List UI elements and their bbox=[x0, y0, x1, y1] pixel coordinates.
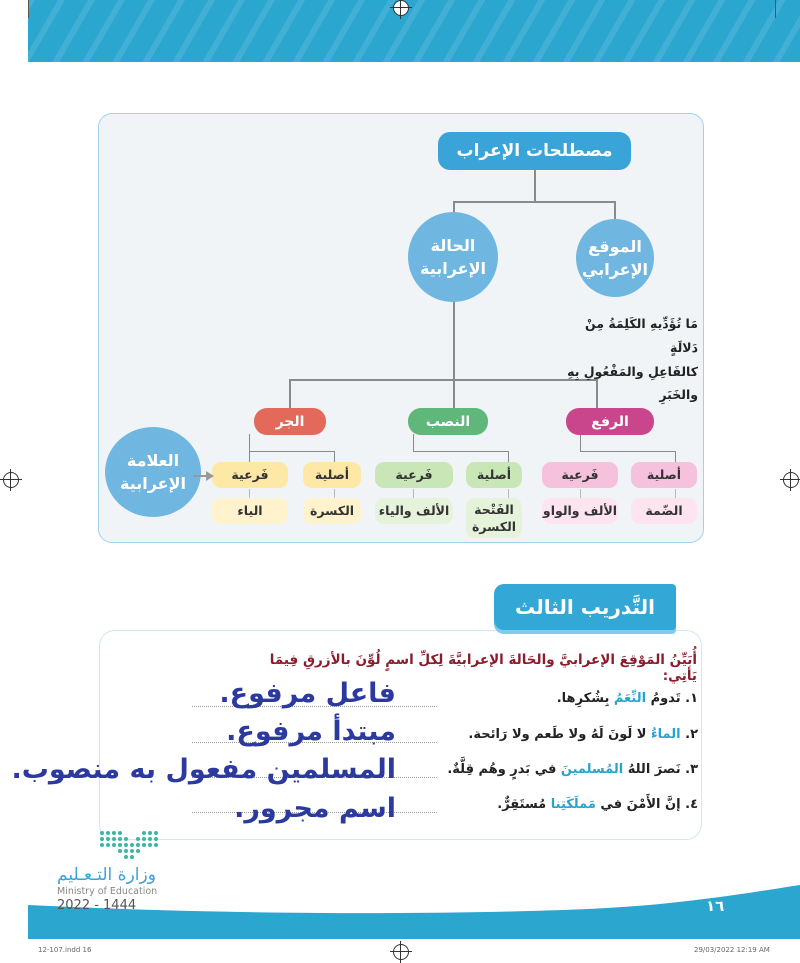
date-slug: 29/03/2022 12:19 AM bbox=[694, 946, 770, 954]
answer-2: مبتدأ مرفوع. bbox=[226, 716, 396, 747]
nasb-label: النصب bbox=[408, 408, 488, 435]
mawqi-label-1: الموقع bbox=[588, 236, 642, 256]
file-slug: 12-107.indd 16 bbox=[38, 946, 92, 954]
definition-line-1: مَا تُؤَدِّيهِ الكَلِمَةُ مِنْ دَلالَةٍ bbox=[584, 316, 698, 355]
header-band bbox=[28, 0, 800, 62]
registration-mark-icon bbox=[783, 472, 799, 488]
exercise-instruction: أُبَيِّنُ المَوْقِعَ الإعرابيَّ والحَالةَ الإعرابيَّةَ لِكلِّ اسمٍ لُوِّنَ بالأزرقِ فِيمَا يَأتِي: bbox=[269, 652, 697, 684]
arrow-line bbox=[193, 475, 207, 477]
exercise-tab: التَّدريب الثالث bbox=[494, 584, 676, 630]
question-2: ٢. الماءُ لا لَونَ لَهُ ولا طَعم ولا رَائحة. bbox=[468, 727, 698, 742]
nasb-asliya-value bbox=[466, 498, 522, 538]
nasb-fariya: فَرعية bbox=[375, 462, 453, 488]
raf-fariya: فَرعية bbox=[542, 462, 618, 488]
answer-4: اسم مجرور. bbox=[234, 793, 396, 824]
crop-mark bbox=[28, 0, 29, 18]
highlight-word: النِّعَمُ bbox=[613, 691, 647, 706]
jarr-asliya: أصلية bbox=[303, 462, 361, 488]
definition-line-2: كالفَاعِلِ والمَفْعُولِ بِهِ والخَبَرِ bbox=[567, 363, 698, 403]
alama-label-2: الإعرابية bbox=[120, 474, 187, 493]
answer-3: المسلمين مفعول به منصوب. bbox=[11, 754, 396, 785]
alama-circle bbox=[105, 427, 201, 517]
highlight-word: المُسلمينَ bbox=[560, 762, 624, 777]
question-3: ٣. نَصرَ اللهُ المُسلمينَ في بَدرٍ وهُم قِلَّةٌ. bbox=[447, 762, 698, 777]
mawqi-circle bbox=[576, 219, 654, 297]
alama-label-1: العلامة bbox=[126, 450, 180, 470]
ministry-name-ar: وزارة التـعـليم bbox=[57, 865, 156, 885]
nasb-fatha: الفَتْحة bbox=[474, 501, 514, 517]
highlight-word: مَملَكَتِنا bbox=[550, 797, 596, 812]
raf-asliya: أصلية bbox=[631, 462, 697, 488]
raf-asliya-value: الضّمة bbox=[631, 498, 697, 524]
highlight-word: الماءُ bbox=[650, 727, 681, 742]
registration-mark-icon bbox=[393, 944, 409, 960]
mawqi-label-2: الإعرابي bbox=[582, 260, 648, 279]
registration-mark-icon bbox=[393, 0, 409, 16]
nasb-asliya: أصلية bbox=[466, 462, 522, 488]
hala-circle bbox=[408, 212, 498, 302]
jarr-fariya-value: الياء bbox=[212, 498, 288, 524]
answer-1: فاعل مرفوع. bbox=[219, 678, 396, 709]
page-number: ١٦ bbox=[706, 897, 725, 915]
ministry-logo-icon bbox=[98, 829, 162, 859]
jarr-label: الجر bbox=[254, 408, 326, 435]
registration-mark-icon bbox=[3, 472, 19, 488]
hala-label-2: الإعرابية bbox=[420, 259, 487, 278]
question-4: ٤. إنَّ الأَمْنَ في مَملَكَتِنا مُستَقِرٌّ. bbox=[497, 797, 698, 812]
question-1: ١. تَدومُ النِّعَمُ بِشُكرِها. bbox=[556, 691, 698, 706]
mawqi-definition bbox=[560, 312, 698, 407]
edition-year: 2022 - 1444 bbox=[57, 898, 137, 913]
diagram-title: مصطلحات الإعراب bbox=[438, 132, 631, 170]
raf-label: الرفع bbox=[566, 408, 654, 435]
hala-label-1: الحالة bbox=[430, 235, 476, 255]
jarr-fariya: فَرعية bbox=[212, 462, 288, 488]
crop-mark bbox=[775, 0, 776, 18]
arrow-right-icon bbox=[206, 471, 214, 481]
raf-fariya-value: الألف والواو bbox=[542, 498, 618, 524]
jarr-asliya-value: الكسرة bbox=[303, 498, 361, 524]
nasb-kasra: الكسرة bbox=[471, 519, 517, 534]
ministry-name-en: Ministry of Education bbox=[57, 886, 158, 897]
nasb-fariya-value: الألف والياء bbox=[375, 498, 453, 524]
